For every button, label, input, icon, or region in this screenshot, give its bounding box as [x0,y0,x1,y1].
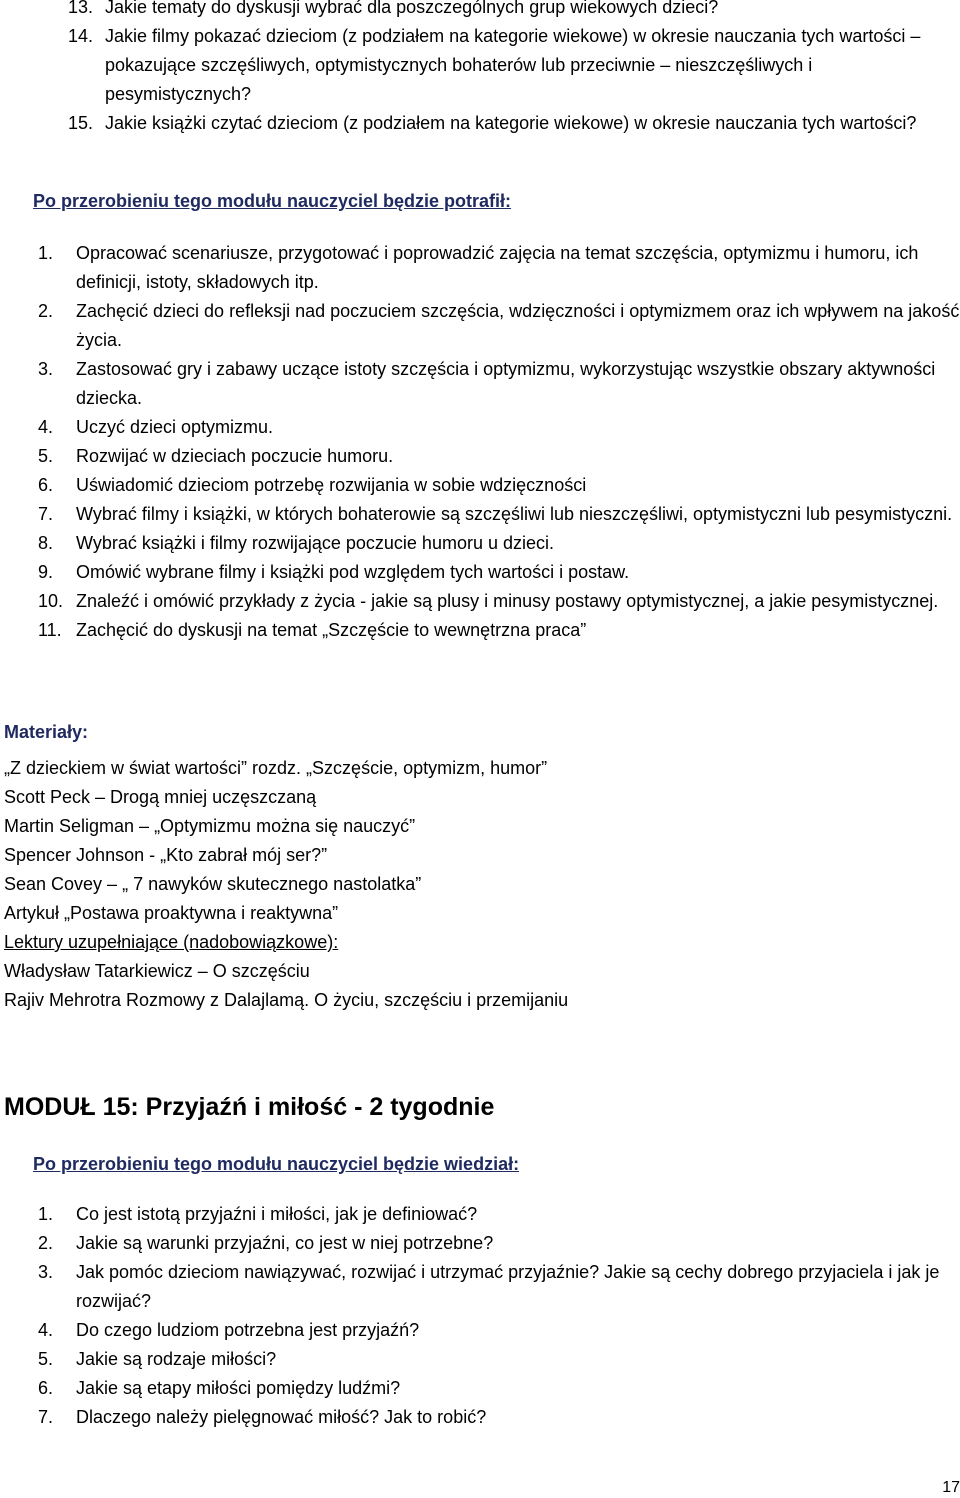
item-number: 1. [38,243,54,263]
item-number: 6. [38,475,54,495]
list-item [38,297,960,355]
list-item [38,587,960,616]
item-number: 2. [38,1233,54,1253]
list-item [68,0,960,22]
materials-list [4,754,954,1015]
list-item: „Z dzieckiem w świat wartości” rozdz. „Szczęście, optymizm, humor” [4,758,548,778]
item-number: 11. [38,620,62,640]
list-item: Martin Seligman – „Optymizmu można się nauczyć” [4,816,416,836]
item-text: Znaleźć i omówić przykłady z życia - jakie są plusy i minusy postawy optymistycznej, a jakie pesymistycznej. [76,591,939,611]
supplementary-heading: Lektury uzupełniające (nadobowiązkowe): [4,932,339,952]
item-text: Zachęcić do dyskusji na temat „Szczęście to wewnętrzna praca” [76,620,587,640]
list-item [38,1229,960,1258]
skills-list [38,239,960,645]
list-item [38,1345,960,1374]
item-number: 13. [68,0,94,17]
item-number: 5. [38,1349,54,1369]
item-text: Zachęcić dzieci do refleksji nad poczuciem szczęścia, wdzięczności i optymizmem oraz ich wpływem na jakość życia. [76,301,960,350]
list-item: Władysław Tatarkiewicz – O szczęściu [4,961,310,981]
list-item [38,616,960,645]
item-text: Uświadomić dzieciom potrzebę rozwijania w sobie wdzięczności [76,475,587,495]
list-item [38,500,960,529]
module-title: MODUŁ 15: Przyjaźń i miłość - 2 tygodnie [4,1093,495,1121]
item-number: 9. [38,562,54,582]
item-number: 1. [38,1204,54,1224]
list-item: Artykuł „Postawa proaktywna i reaktywna” [4,903,339,923]
list-item [38,1374,960,1403]
item-text: Wybrać filmy i książki, w których bohaterowie są szczęśliwi lub nieszczęśliwi, optymistyczni lub pesymistyczni. [76,504,953,524]
item-number: 15. [68,113,94,133]
item-text: Jak pomóc dzieciom nawiązywać, rozwijać i utrzymać przyjaźnie? Jakie są cechy dobrego przyjaciela i jak je rozwijać? [76,1262,940,1311]
skills-heading: Po przerobieniu tego modułu nauczyciel będzie potrafił: [33,191,512,211]
list-item [38,1258,960,1316]
discussion-questions-list [68,0,960,138]
list-item: Spencer Johnson - „Kto zabrał mój ser?” [4,845,328,865]
item-text: Co jest istotą przyjaźni i miłości, jak je definiować? [76,1204,478,1224]
item-number: 10. [38,591,64,611]
list-item [38,471,960,500]
list-item [38,1200,960,1229]
list-item [38,239,960,297]
item-number: 2. [38,301,54,321]
page-number: 17 [942,1479,960,1496]
item-text: Wybrać książki i filmy rozwijające poczucie humoru u dzieci. [76,533,554,553]
list-item [38,529,960,558]
item-text: Jakie książki czytać dzieciom (z podziałem na kategorie wiekowe) w okresie nauczania tych wartości? [105,113,917,133]
item-text: Omówić wybrane filmy i książki pod względem tych wartości i postaw. [76,562,630,582]
materials-heading: Materiały: [4,722,89,742]
list-item [68,22,960,109]
item-number: 4. [38,1320,54,1340]
list-item [38,558,960,587]
item-number: 5. [38,446,54,466]
item-number: 4. [38,417,54,437]
list-item [38,355,960,413]
list-item: Rajiv Mehrotra Rozmowy z Dalajlamą. O życiu, szczęściu i przemijaniu [4,990,569,1010]
knowledge-heading: Po przerobieniu tego modułu nauczyciel będzie wiedział: [33,1154,520,1174]
list-item [68,109,960,138]
knowledge-list [38,1200,960,1432]
item-number: 7. [38,1407,54,1427]
item-text: Zastosować gry i zabawy uczące istoty szczęścia i optymizmu, wykorzystując wszystkie obszary aktywności dziecka. [76,359,936,408]
list-item [38,1403,960,1432]
item-text: Uczyć dzieci optymizmu. [76,417,274,437]
list-item [38,442,960,471]
item-text: Dlaczego należy pielęgnować miłość? Jak to robić? [76,1407,487,1427]
item-number: 3. [38,359,54,379]
list-item [38,413,960,442]
item-number: 6. [38,1378,54,1398]
item-number: 14. [68,26,94,46]
item-text: Jakie filmy pokazać dzieciom (z podziałem na kategorie wiekowe) w okresie nauczania tych wartości – pokazujące szczęśliwych, optymistycznych bohaterów lub przeciwnie – nieszczęśliwych i pesymistycznych? [105,26,921,104]
item-text: Do czego ludziom potrzebna jest przyjaźń? [76,1320,420,1340]
list-item: Sean Covey – „ 7 nawyków skutecznego nastolatka” [4,874,422,894]
item-text: Jakie są rodzaje miłości? [76,1349,277,1369]
item-text: Opracować scenariusze, przygotować i poprowadzić zajęcia na temat szczęścia, optymizmu i humoru, ich definicji, istoty, składowych itp. [76,243,919,292]
item-text: Jakie tematy do dyskusji wybrać dla poszczególnych grup wiekowych dzieci? [105,0,719,17]
item-number: 8. [38,533,54,553]
item-text: Rozwijać w dzieciach poczucie humoru. [76,446,394,466]
list-item: Scott Peck – Drogą mniej uczęszczaną [4,787,317,807]
item-number: 3. [38,1262,54,1282]
item-number: 7. [38,504,54,524]
list-item [38,1316,960,1345]
item-text: Jakie są etapy miłości pomiędzy ludźmi? [76,1378,401,1398]
item-text: Jakie są warunki przyjaźni, co jest w niej potrzebne? [76,1233,494,1253]
